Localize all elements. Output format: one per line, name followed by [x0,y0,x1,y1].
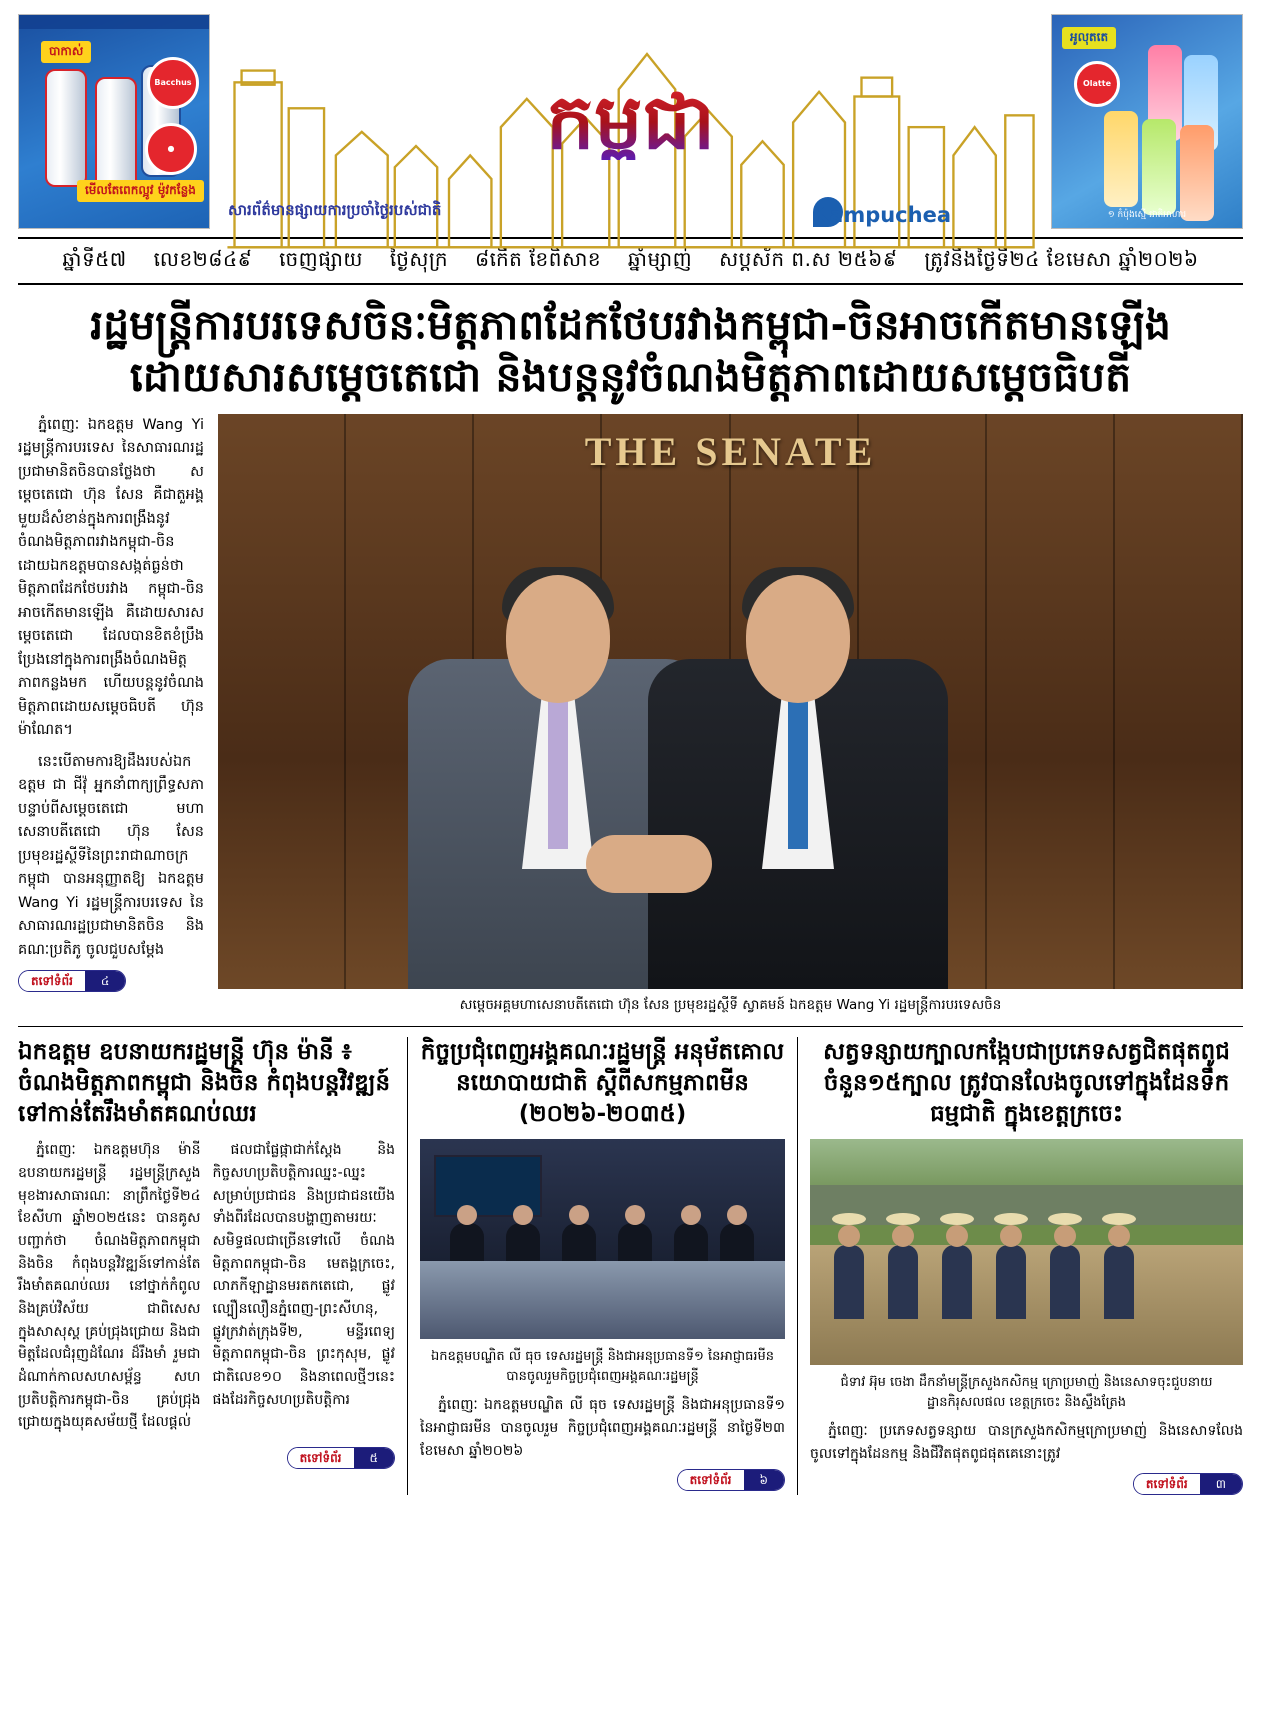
continue-label: តទៅទំព័រ [19,971,85,991]
bacchus-logo-icon-2: ● [145,123,197,175]
story-1-body [18,1139,395,1441]
issue-year: ឆ្នាំទី៥៧ [62,247,127,271]
senate-sign-text: THE SENATE [584,428,877,474]
story-column-2 [408,1037,798,1495]
story-1-text-a: ភ្នំពេញៈ ឯកឧត្តមហ៊ុន ម៉ានី ឧបនាយករដ្ឋមន្ត្រី រដ្ឋមន្ត្រីក្រសួងមុខងារសាធារណៈ នាព្រឹកថ្ងៃទី២៤ ខែសីហា ឆ្នាំ២០២៥នេះ បានគូសបញ្ជាក់ថា ចំណងមិត្តភាពកម្ពុជា និងចិន កំពុងបន្តវិវឌ្ឍន៍ទៅកាន់តែរឹងមាំតគណប់ឈរ នៅថ្នាក់កំពូល និងគ្រប់វិស័យ ជាពិសេសក្នុងសាសុស្គ គ្រប់ជ្រុងជ្រោយ និងជាមិត្តដែលជំរុញដំណែរ ដ៏រឹងមាំ រួមជាដំណាក់កាលសហសម្ព័ន្ធ សហប្រតិបត្តិការកម្ពុជា-ចិន គ្រប់ជ្រុងជ្រោយក្នុងយុគសម័យថ្មី ដែលផ្តល់ [18,1142,201,1431]
story-2-photo-caption: ឯកឧត្តមបណ្ឌិត លី ធុច ទេសរដ្ឋមន្ត្រី និងជាអនុប្រធានទី១ នៃអាជ្ញាធរមីន បានចូលរួមកិច្ចប្រជុំពេញអង្គគណៈរដ្ឋមន្ត្រី [431,1349,774,1384]
main-headline [24,299,1237,404]
issue-date-bar [18,237,1243,285]
story-2-photo [420,1139,785,1339]
paper-slogan: សារព័ត៌មានផ្សាយការប្រចាំថ្ងៃរបស់ជាតិ [228,201,442,219]
story-3-photo-caption: ជំទាវ អ៊ុម ចេងា ដឹកនាំមន្ត្រីក្រសួងកសិកម្ម ក្រោប្រមាញ់ និងនេសាទចុះជួបនាយដ្ឋានកិរុសលផល ខេត្តក្រចេះ និងស្ទឹងត្រែង [840,1375,1213,1410]
story-2-continue-label: តទៅទំព័រ [678,1470,744,1490]
ad-left-brand: Bacchus [154,77,192,87]
lead-photo-caption: សម្តេចអគ្គមហាសេនាបតីតេជោ ហ៊ុន សែន ប្រមុខរដ្ឋស្ថីទី ស្វាគមន៍ ឯកឧត្តម Wang Yi រដ្ឋមន្ត្រីការបរទេសចិន [459,996,1002,1013]
main-headline-line2: ដោយសារសម្តេចតេជោ និងបន្តនូវចំណងមិត្តភាពដោយសម្តេចធិបតី [129,353,1132,402]
continue-badge[interactable] [18,970,126,992]
story-3-continue-row [810,1473,1243,1495]
olatte-logo-icon [1074,61,1120,107]
section-divider [18,1026,1243,1027]
handshake [586,835,712,893]
lead-story [18,414,1243,1016]
ad-left-tagline: បាកាស់ [41,41,91,63]
issue-number: លេខ២៨៤៩ [153,247,253,271]
ad-right-brand: Olatte [1082,78,1111,88]
story-3-continue-label: តទៅទំព័រ [1134,1474,1200,1494]
story-1-continue-page: ៥ [354,1448,395,1468]
story-3-continue-page: ៣ [1200,1474,1242,1494]
advertisement-left[interactable] [18,14,210,229]
lead-paragraph-2: នេះបើតាមការឱ្យដឹងរបស់ឯកឧត្តម ជា ជីវ៉ុ អ្នកនាំពាក្យព្រឹទ្ធសភា បន្ទាប់ពីសម្តេចតេជោ មហាសេនាបតីតេជោ ហ៊ុន សែន ប្រមុខរដ្ឋស្ថីទីនៃព្រះរាជាណាចក្រកម្ពុជា បានអនុញ្ញាតឱ្យ ឯកឧត្តម Wang Yi រដ្ឋមន្ត្រីការបរទេស នៃសាធារណរដ្ឋប្រជាមានិតចិន និងគណៈប្រតិភូ ចូលជួបសម្តែង [18,753,204,958]
story-1-headline: ឯកឧត្តម ឧបនាយករដ្ឋមន្ត្រី ហ៊ុន ម៉ានី ៖ ចំណងមិត្តភាពកម្ពុជា និងចិន កំពុងបន្តវិវឌ្ឍន៍ទៅកាន់តែរឹងមាំតគណប់ឈរ [18,1038,391,1127]
bottom-stories [18,1037,1243,1495]
story-3-headline: សត្វទន្សាយក្បាលកង្កែបជាប្រភេទសត្វជិតផុតពូជចំនួន១៥ក្បាល ត្រូវបានលែងចូលទៅក្នុងដែនទឹកធម្មជាតិ ក្នុងខេត្តក្រចេះ [823,1038,1230,1127]
person-hun-sen [648,519,948,989]
ad-right-tagline: អូលុតតេ [1062,27,1116,49]
lead-text-column [18,414,204,1016]
main-headline-line1: រដ្ឋមន្ត្រីការបរទេសចិនៈមិត្តភាពដែកថែបរវាងកម្ពុជា-ចិនអាចកើតមានឡើង [90,301,1171,349]
story-3-photo [810,1139,1243,1365]
paper-name-khmer: កម្ពុជា [546,76,715,166]
story-2-text: ភ្នំពេញៈ ឯកឧត្តមបណ្ឌិត លី ធុច ទេសរដ្ឋមន្ត្រី និងជាអនុប្រធានទី១ នៃអាជ្ញាធរមីន បានចូលរួម កិច្ចប្រជុំពេញអង្គគណៈរដ្ឋមន្ត្រី នាថ្ងៃទី២៣ ខែមេសា ឆ្នាំ២០២៦ [420,1397,785,1459]
story-3-text: ភ្នំពេញៈ ប្រភេទសត្វទន្សាយ បានក្រសួងកសិកម្មក្រោប្រមាញ់ និងនេសាទលែងចូលទៅក្នុងដែនកម្ម និងជីវិតផុតពូជផុតគេនោះត្រូវ [810,1423,1243,1463]
ad-right-sub: ១ កំប៉ុងស្មើ ជាតិអាហារ [1107,210,1187,220]
publish-label: ចេញផ្សាយ [279,247,363,271]
paper-title-block [218,14,1043,229]
story-column-1 [18,1037,408,1495]
story-2-continue-badge[interactable] [677,1469,785,1491]
story-1-text-b: ផលជាផ្លែផ្កាជាក់ស្តែង និងកិច្ចសហប្រតិបត្តិការឈ្នះ-ឈ្នះ សម្រាប់ប្រជាជន និងប្រជាជនយើងទាំងពីរដែលបានបង្ហាញតាមរយៈសមិទ្ធផលជាច្រើនទៅលើ ចំណងមិត្តភាពកម្ពុជា-ចិន មេតង្គក្រចេះ, លាភកីឡាដ្ឋានមរតកតេជោ, ផ្លូវល្បឿនលឿនភ្នំពេញ-ព្រះសីហនុ, ផ្លូវក្រវាត់ក្រុងទី២, មន្ទីរពេទ្យមិត្តភាពកម្ពុជា-ចិន ព្រះកុសុម, ផ្លូវជាតិលេខ១០ និងនាពេលថ្មីៗនេះផងដែរកិច្ចសហប្រតិបត្តិការ [212,1142,395,1408]
story-2-continue-row [420,1469,785,1491]
story-1-continue-row [18,1447,395,1469]
advertisement-right[interactable] [1051,14,1243,229]
issue-era: សប្តស័ក ព.ស ២៥៦៩ [719,247,898,271]
lead-continue-row [18,970,204,992]
lead-paragraph-1: ភ្នំពេញៈ ឯកឧត្តម Wang Yi រដ្ឋមន្ត្រីការបរទេស នៃសាធារណរដ្ឋប្រជាមានិតចិនបានថ្លែងថា សម្តេចតេជោ ហ៊ុន សែន គឺជាតួអង្គមួយដ៏សំខាន់ក្នុងការពង្រឹងនូវចំណងមិត្តភាពរវាងកម្ពុជា-ចិន ដោយឯកឧត្តមបានសង្កត់ធ្ងន់ថា មិត្តភាពដែកថែបរវាង កម្ពុជា-ចិន អាចកើតមានឡើង គឺដោយសារសម្តេចតេជោ ដែលបានខិតខំប្រឹងប្រែងនៅក្នុងការពង្រឹងចំណងមិត្តភាពកន្លងមក ហើយបន្តនូវចំណងមិត្តភាពដោយសម្តេចធិបតី ហ៊ុន ម៉ាណែត។ [18,416,204,739]
lead-photo-block [218,414,1243,1016]
story-column-3 [798,1037,1243,1495]
story-3-continue-badge[interactable] [1133,1473,1243,1495]
issue-day: ថ្ងៃសុក្រ [389,247,449,271]
issue-animal-year: ឆ្នាំម្សាញ់ [627,247,693,271]
ad-left-sub: មើលតែពេកល្អូវ ម៉ូវកន្លែង [77,180,204,202]
issue-lunar-date: ៨កើត ខែពិសាខ [474,247,602,271]
masthead [18,14,1243,229]
paper-name-english: Kampuchea [812,203,951,227]
continue-page: ៤ [85,971,126,991]
story-2-continue-page: ៦ [744,1470,785,1490]
story-1-continue-badge[interactable] [287,1447,395,1469]
story-1-continue-label: តទៅទំព័រ [288,1448,354,1468]
issue-gregorian-date: ត្រូវនឹងថ្ងៃទី២៤ ខែមេសា ឆ្នាំ២០២៦ [924,247,1199,271]
story-2-headline: កិច្ចប្រជុំពេញអង្គគណៈរដ្ឋមន្ត្រី អនុម័តគោលនយោបាយជាតិ ស្តីពីសកម្មភាពមីន (២០២៦-២០៣៥) [420,1038,785,1127]
lead-photo [218,414,1243,989]
bacchus-logo-icon [147,57,199,109]
